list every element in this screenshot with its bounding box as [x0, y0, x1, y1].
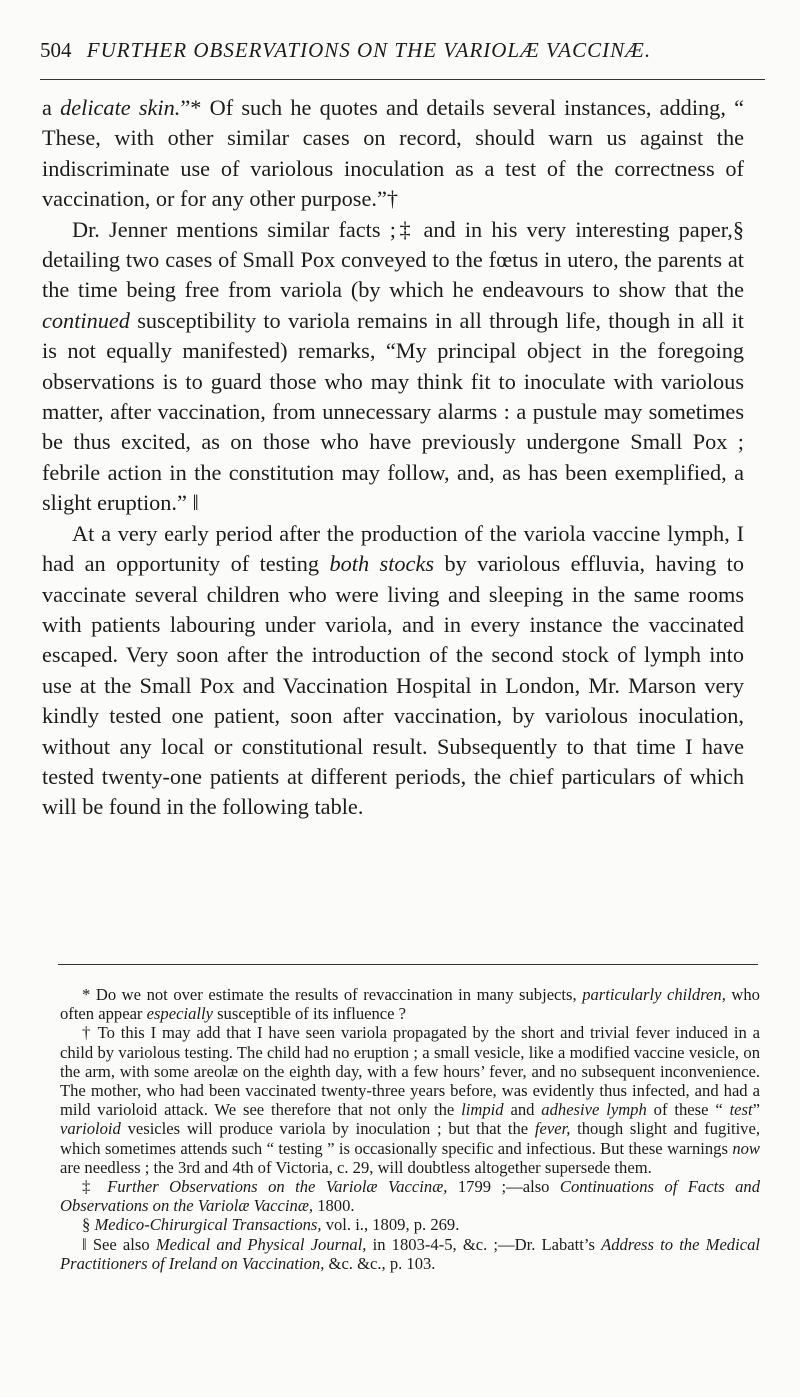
footnote-rule	[58, 964, 758, 965]
running-title: FURTHER OBSERVATIONS ON THE VARIOLÆ VACCINÆ.	[86, 38, 652, 62]
footnote-double-dagger: ‡ Further Observations on the Variolæ Vaccinæ, 1799 ;—also Continuations of Facts and Observations on the Variolæ Vaccinæ, 1800.	[60, 1177, 760, 1216]
body-text	[42, 93, 744, 823]
footnote-parallel: ‖ See also Medical and Physical Journal, in 1803-4-5, &c. ;—Dr. Labatt’s Address to the Medical Practitioners of Ireland on Vaccination, &c. &c., p. 103.	[60, 1234, 760, 1273]
paragraph-1: a delicate skin.”* Of such he quotes and details several instances, adding, “ These, with other similar cases on record, should warn us against the indiscriminate use of variolous inoculation as a test of the correctness of vaccination, or for any other purpose.”†	[42, 95, 744, 212]
page-number: 504	[40, 38, 72, 62]
paragraph-2: Dr. Jenner mentions similar facts ;‡ and in his very interesting paper,§ detailing two cases of Small Pox conveyed to the fœtus in utero, the parents at the time being free from variola (by which he endeavours to show that the continued susceptibility to variola remains in all through life, though in all it is not equally manifested) remarks, “My principal object in the foregoing observations is to guard those who may think fit to inoculate with variolous matter, after vaccination, from unnecessary alarms : a pustule may sometimes be thus excited, as on those who have previously undergone Small Pox ; febrile action in the constitution may follow, and, as has been exemplified, a slight eruption.” ‖	[42, 216, 744, 516]
footnote-dagger: † To this I may add that I have seen variola propagated by the short and trivial fever induced in a child by variolous testing. The child had no eruption ; a small vesicle, like a modified vaccine vesicle, on the arm, with some areolæ on the eighth day, with a few hours’ fever, and no subsequent inconvenience. The mother, who had been vaccinated twenty-three years before, was evidently thus infected, and had a mild varioloid attack. We see therefore that not only the limpid and adhesive lymph of these “ test” varioloid vesicles will produce variola by inoculation ; but that the fever, though slight and fugitive, which sometimes attends such “ testing ” is occasionally specific and infectious. But these warnings now are needless ; the 3rd and 4th of Victoria, c. 29, will doubtless altogether supersede them.	[60, 1023, 760, 1177]
footnotes	[60, 985, 760, 1273]
running-header	[40, 38, 760, 63]
paragraph-3: At a very early period after the production of the variola vaccine lymph, I had an opportunity of testing both stocks by variolous effluvia, having to vaccinate several children who were living and sleeping in the same rooms with patients labouring under variola, and in every instance the vaccinated escaped. Very soon after the introduction of the second stock of lymph into use at the Small Pox and Vaccination Hospital in London, Mr. Marson very kindly tested one patient, soon after vaccination, by variolous inoculation, without any local or constitutional result. Subsequently to that time I have tested twenty-one patients at different periods, the chief particulars of which will be found in the following table.	[42, 520, 744, 820]
footnote-section: § Medico-Chirurgical Transactions, vol. i., 1809, p. 269.	[82, 1215, 460, 1235]
header-rule	[40, 79, 765, 80]
footnote-asterisk: * Do we not over estimate the results of revaccination in many subjects, particularly children, who often appear especially susceptible of its influence ?	[60, 985, 760, 1024]
